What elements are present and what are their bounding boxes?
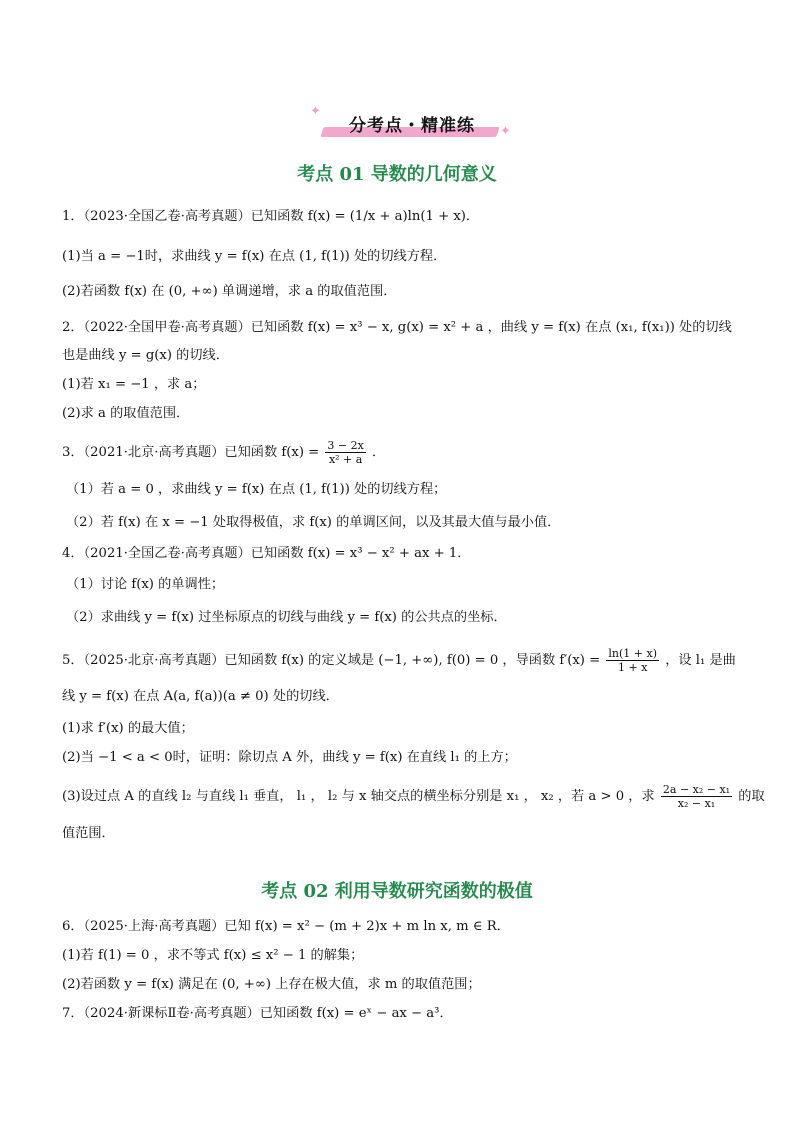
question-3-stem-end: ． [372,445,386,460]
question-3-part-2: （2）若 f(x) 在 x = −1 处取得极值，求 f(x) 的单调区间，以及其最大值与最小值． [66,515,561,530]
question-1-part-2: (2)若函数 f(x) 在 (0, +∞) 单调递增，求 a 的取值范围． [62,284,397,299]
question-4-part-2: （2）求曲线 y = f(x) 过坐标原点的切线与曲线 y = f(x) 的公共点的坐标． [66,610,507,625]
question-6-stem: 6．（2025·上海·高考真题）已知 f(x) = x² − (m + 2)x + m ln x, m ∈ R． [62,919,510,934]
question-1-part-1: (1)当 a = −1时，求曲线 y = f(x) 在点 (1, f(1)) 处的切线方程． [62,249,447,264]
question-3-part-1: （1）若 a = 0 ，求曲线 y = f(x) 在点 (1, f(1)) 处的切线方程； [66,482,447,497]
question-6-part-1: (1)若 f(1) = 0 ，求不等式 f(x) ≤ x² − 1 的解集； [62,948,364,963]
fraction-denominator: x₂ − x₁ [677,797,716,810]
question-5-part-3-cont: 值范围． [62,826,115,841]
question-5-part-1: (1)求 f′(x) 的最大值； [62,721,194,736]
banner-title: 分考点・精准练 [349,116,475,136]
question-5-stem-text: 5．（2025·北京·高考真题）已知函数 f(x) 的定义域是 (−1, +∞), f(0) = 0 ，导函数 f′(x) = [62,653,601,668]
question-6-part-2: (2)若函数 y = f(x) 满足在 (0, +∞) 上存在极大值，求 m 的取值范围； [62,977,481,992]
question-2-part-1: (1)若 x₁ = −1 ，求 a； [62,377,206,392]
fraction-denominator: 1 + x [617,661,648,674]
question-2-stem: 2．（2022·全国甲卷·高考真题）已知函数 f(x) = x³ − x, g(x) = x² + a ，曲线 y = f(x) 在点 (x₁, f(x₁)) 处的切线 [62,320,732,335]
question-3-stem [62,439,742,466]
question-1-stem: 1．（2023·全国乙卷·高考真题）已知函数 f(x) = (1/x + a)ln(1 + x)． [62,209,480,224]
fraction-numerator: 3 − 2x [327,439,364,452]
fraction-numerator: 2a − x₂ − x₁ [662,783,731,796]
section-banner [312,105,512,147]
sparkle-icon: ✦ [500,124,511,139]
question-5-part-2: (2)当 −1 < a < 0时，证明：除切点 A 外，曲线 y = f(x) 在直线 l₁ 的上方； [62,750,517,765]
question-7-stem: 7．（2024·新课标Ⅱ卷·高考真题）已知函数 f(x) = eˣ − ax − a³． [62,1006,453,1021]
question-5-part-3-text: (3)设过点 A 的直线 l₂ 与直线 l₁ 垂直， l₁ ， l₂ 与 x 轴交点的横坐标分别是 x₁ ， x₂ ，若 a > 0 ，求 [62,789,655,804]
question-5-part-3 [62,783,765,810]
question-5-stem-end: ，设 l₁ 是曲 [665,653,736,668]
section-title-02: 考点 02 利用导数研究函数的极值 [261,881,533,902]
question-4-stem: 4．（2021·全国乙卷·高考真题）已知函数 f(x) = x³ − x² + ax + 1． [62,546,471,561]
question-3-stem-text: 3．（2021·北京·高考真题）已知函数 f(x) = [62,445,320,460]
fraction-denominator: x² + a [328,453,363,466]
question-5-fraction-2 [661,783,732,810]
question-5-stem-cont: 线 y = f(x) 在点 A(a, f(a))(a ≠ 0) 处的切线． [62,689,339,704]
question-5-fraction [606,647,659,674]
fraction-numerator: ln(1 + x) [608,647,657,660]
question-4-part-1: （1）讨论 f(x) 的单调性； [66,577,225,592]
question-2-part-2: (2)求 a 的取值范围． [62,406,190,421]
section-title-01: 考点 01 导数的几何意义 [297,164,497,185]
sparkle-icon: ✦ [310,104,321,119]
question-2-stem-cont: 也是曲线 y = g(x) 的切线． [62,348,229,363]
question-5-part-3-end: 的取 [738,789,765,804]
question-5-stem [62,647,742,674]
question-3-fraction [325,439,365,466]
